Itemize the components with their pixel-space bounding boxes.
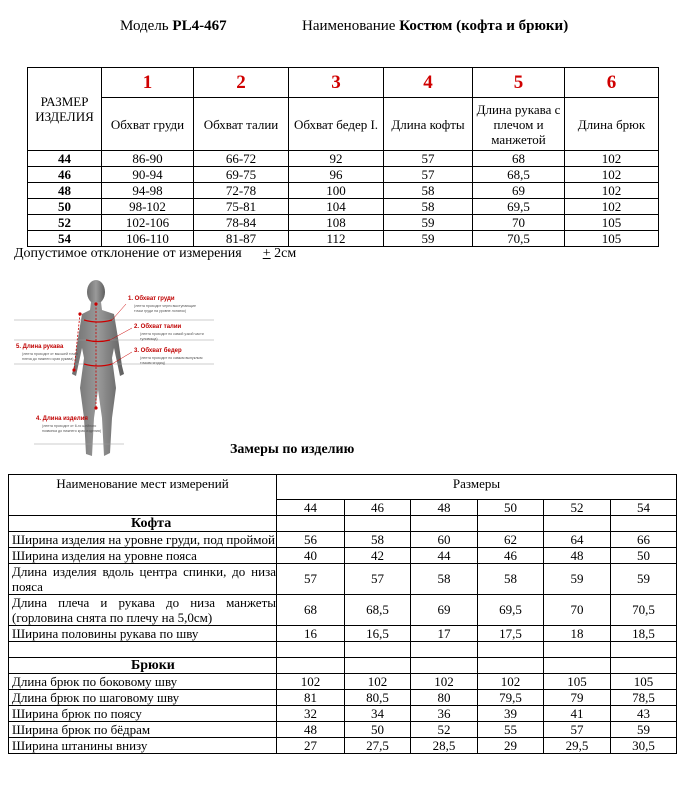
size-cell: 94-98 [102,183,194,199]
figure-label-hips: 3. Обхват бедер [134,348,182,354]
measurement-row [9,532,677,548]
measurement-value: 102 [345,674,411,690]
measurement-row [9,548,677,564]
measurement-value: 62 [478,532,544,548]
section-row [9,658,677,674]
column-label: Длина кофты [384,98,473,151]
measurement-name: Ширина брюк по бёдрам [9,722,277,738]
measurement-value: 79 [544,690,611,706]
size-row [28,151,659,167]
measurement-value: 80,5 [345,690,411,706]
empty-cell [345,516,411,532]
size-cell: 69 [473,183,565,199]
empty-cell [345,658,411,674]
size-cell: 112 [289,231,384,247]
column-number: 4 [384,68,473,98]
measurement-value: 70,5 [611,595,677,626]
measurement-value: 105 [544,674,611,690]
measurement-row [9,564,677,595]
column-numbers-row [28,68,659,98]
measurement-name: Длина брюк по шаговому шву [9,690,277,706]
measurement-value: 56 [277,532,345,548]
measurement-value: 57 [345,564,411,595]
measurement-value: 34 [345,706,411,722]
size-cell: 96 [289,167,384,183]
tolerance-note [14,246,296,262]
size-value: 50 [28,199,102,215]
measurement-row [9,738,677,754]
size-cell: 72-78 [194,183,289,199]
measurement-value: 81 [277,690,345,706]
measurement-places-header [9,475,277,516]
measurement-value: 55 [478,722,544,738]
column-label: Длина рукава с плечом и манжетой [473,98,565,151]
figure-label-length: 4. Длина изделия [36,416,88,422]
size-value: 48 [28,183,102,199]
size-cell: 100 [289,183,384,199]
size-column-header: 46 [345,500,411,516]
size-cell: 105 [565,215,659,231]
measurement-value: 57 [544,722,611,738]
size-cell: 66-72 [194,151,289,167]
size-cell: 57 [384,167,473,183]
measurement-value: 69,5 [478,595,544,626]
measurement-value: 105 [611,674,677,690]
size-column-header: 54 [611,500,677,516]
measurement-value: 102 [411,674,478,690]
measurement-value: 68,5 [345,595,411,626]
empty-cell [544,658,611,674]
measurement-value: 50 [345,722,411,738]
measurement-value: 29,5 [544,738,611,754]
tolerance-plus-minus: + [262,246,271,261]
measurement-places-label: Наименование мест измерений [56,476,229,491]
measurement-value: 16 [277,626,345,642]
size-cell: 81-87 [194,231,289,247]
measurement-value: 17 [411,626,478,642]
measurement-value: 59 [544,564,611,595]
size-value: 54 [28,231,102,247]
page-header [0,18,684,40]
empty-cell [544,516,611,532]
size-row [28,167,659,183]
size-cell: 57 [384,151,473,167]
measurement-value: 78,5 [611,690,677,706]
size-cell: 59 [384,215,473,231]
product-measurements-title: Замеры по изделию [230,442,355,457]
column-number: 3 [289,68,384,98]
empty-cell [345,642,411,658]
measurement-row [9,722,677,738]
measurement-value: 43 [611,706,677,722]
measurement-value: 70 [544,595,611,626]
size-cell: 102 [565,151,659,167]
measurement-value: 80 [411,690,478,706]
measurement-name: Длина брюк по боковому шву [9,674,277,690]
measurements-header-row [9,475,677,500]
measurement-row [9,626,677,642]
empty-cell [277,516,345,532]
measurement-value: 58 [411,564,478,595]
measurement-value: 41 [544,706,611,722]
measurement-value: 16,5 [345,626,411,642]
measurement-value: 66 [611,532,677,548]
size-column-header: 48 [411,500,478,516]
measurement-row [9,674,677,690]
measurement-value: 102 [478,674,544,690]
size-cell: 75-81 [194,199,289,215]
figure-label-sleeve: 5. Длина рукава [16,344,64,350]
measurement-name: Длина плеча и рукава до низа манжеты (горловина снята по плечу на 5,0см) [9,595,277,626]
measurement-name: Ширина изделия на уровне груди, под проймой [9,532,277,548]
measurement-value: 40 [277,548,345,564]
measurement-value: 59 [611,564,677,595]
size-value: 44 [28,151,102,167]
measurement-name: Ширина штанины внизу [9,738,277,754]
size-row [28,183,659,199]
measurement-name: Ширина брюк по поясу [9,706,277,722]
measurement-value: 48 [277,722,345,738]
measurement-value: 29 [478,738,544,754]
size-cell: 70,5 [473,231,565,247]
size-corner-label: РАЗМЕР ИЗДЕЛИЯ [28,68,102,151]
size-cell: 58 [384,199,473,215]
size-cell: 86-90 [102,151,194,167]
measurement-value: 58 [345,532,411,548]
column-number: 5 [473,68,565,98]
model-label: Модель [120,18,169,34]
figure-sub-chest: (лента проходит через выступающие точки груди на уровне лопаток) [134,304,197,313]
name-label: Наименование [302,18,396,34]
measurement-value: 69 [411,595,478,626]
size-column-header: 50 [478,500,544,516]
empty-cell [544,642,611,658]
size-cell: 104 [289,199,384,215]
size-column-header: 52 [544,500,611,516]
sizes-header: Размеры [277,475,677,500]
size-cell: 90-94 [102,167,194,183]
size-value: 46 [28,167,102,183]
measurement-name: Ширина половины рукава по шву [9,626,277,642]
measurement-value: 60 [411,532,478,548]
empty-cell [478,642,544,658]
measurement-value: 44 [411,548,478,564]
measurement-figure [14,278,229,466]
column-label: Обхват груди [102,98,194,151]
measurement-value: 46 [478,548,544,564]
size-cell: 59 [384,231,473,247]
size-cell: 98-102 [102,199,194,215]
model [120,18,227,35]
empty-cell [277,642,345,658]
measurement-value: 32 [277,706,345,722]
measurement-value: 30,5 [611,738,677,754]
figure-sub-hips: (лента проходит по самым выпуклым точкам ягодиц) [140,356,203,365]
size-row [28,215,659,231]
empty-cell [611,642,677,658]
size-cell: 105 [565,231,659,247]
measurement-value: 58 [478,564,544,595]
measurement-value: 17,5 [478,626,544,642]
column-label: Обхват бедер I. [289,98,384,151]
figure-sub-waist: (лента проходит по самой узкой части туловища) [140,332,204,341]
column-number: 2 [194,68,289,98]
size-row [28,199,659,215]
figure-label-chest: 1. Обхват груди [128,296,175,302]
section-title: Брюки [9,658,277,674]
size-cell: 78-84 [194,215,289,231]
size-cell: 108 [289,215,384,231]
measurement-value: 27,5 [345,738,411,754]
measurement-value: 36 [411,706,478,722]
measurement-value: 52 [411,722,478,738]
empty-cell [478,658,544,674]
column-label: Обхват талии [194,98,289,151]
size-cell: 70 [473,215,565,231]
empty-cell [411,658,478,674]
column-number: 6 [565,68,659,98]
measurement-row [9,595,677,626]
size-cell: 102 [565,167,659,183]
column-labels-row [28,98,659,151]
figure-sub-sleeve: (лента проходит от высшей точки плеча до нижнего края рукава) [22,352,78,361]
size-cell: 92 [289,151,384,167]
empty-cell [9,642,277,658]
section-title: Кофта [9,516,277,532]
measurement-name: Длина изделия вдоль центра спинки, до низа пояса [9,564,277,595]
measurement-name: Ширина изделия на уровне пояса [9,548,277,564]
empty-cell [277,658,345,674]
measurement-value: 28,5 [411,738,478,754]
measurement-value: 18,5 [611,626,677,642]
column-label: Длина брюк [565,98,659,151]
size-chart-table [27,67,659,247]
measurement-value: 39 [478,706,544,722]
size-cell: 68 [473,151,565,167]
measurement-value: 50 [611,548,677,564]
size-cell: 69-75 [194,167,289,183]
name-value: Костюм (кофта и брюки) [399,18,569,34]
size-value: 52 [28,215,102,231]
spacer-row [9,642,677,658]
measurement-value: 27 [277,738,345,754]
size-cell: 58 [384,183,473,199]
empty-cell [411,642,478,658]
empty-cell [611,658,677,674]
empty-cell [611,516,677,532]
size-cell: 102-106 [102,215,194,231]
size-cell: 68,5 [473,167,565,183]
measurement-value: 102 [277,674,345,690]
size-column-header: 44 [277,500,345,516]
measurement-value: 59 [611,722,677,738]
product-name [302,18,568,35]
tolerance-value: 2см [274,246,297,261]
measurement-value: 42 [345,548,411,564]
model-value: PL4-467 [172,18,227,34]
measurement-value: 18 [544,626,611,642]
empty-cell [478,516,544,532]
size-cell: 102 [565,183,659,199]
section-row [9,516,677,532]
size-cell: 102 [565,199,659,215]
product-measurements-table [8,474,677,754]
empty-cell [411,516,478,532]
figure-label-waist: 2. Обхват талии [134,324,182,330]
measurement-value: 64 [544,532,611,548]
measurement-value: 57 [277,564,345,595]
tolerance-text: Допустимое отклонение от измерения [14,246,242,261]
size-row [28,231,659,247]
size-cell: 69,5 [473,199,565,215]
measurement-row [9,690,677,706]
column-number: 1 [102,68,194,98]
measurement-row [9,706,677,722]
figure-sub-length: (лента проходит от 6-го шейного позвонка до нижнего края изделия) [42,424,102,433]
measurement-value: 79,5 [478,690,544,706]
measurement-value: 68 [277,595,345,626]
size-cell: 106-110 [102,231,194,247]
measurement-value: 48 [544,548,611,564]
